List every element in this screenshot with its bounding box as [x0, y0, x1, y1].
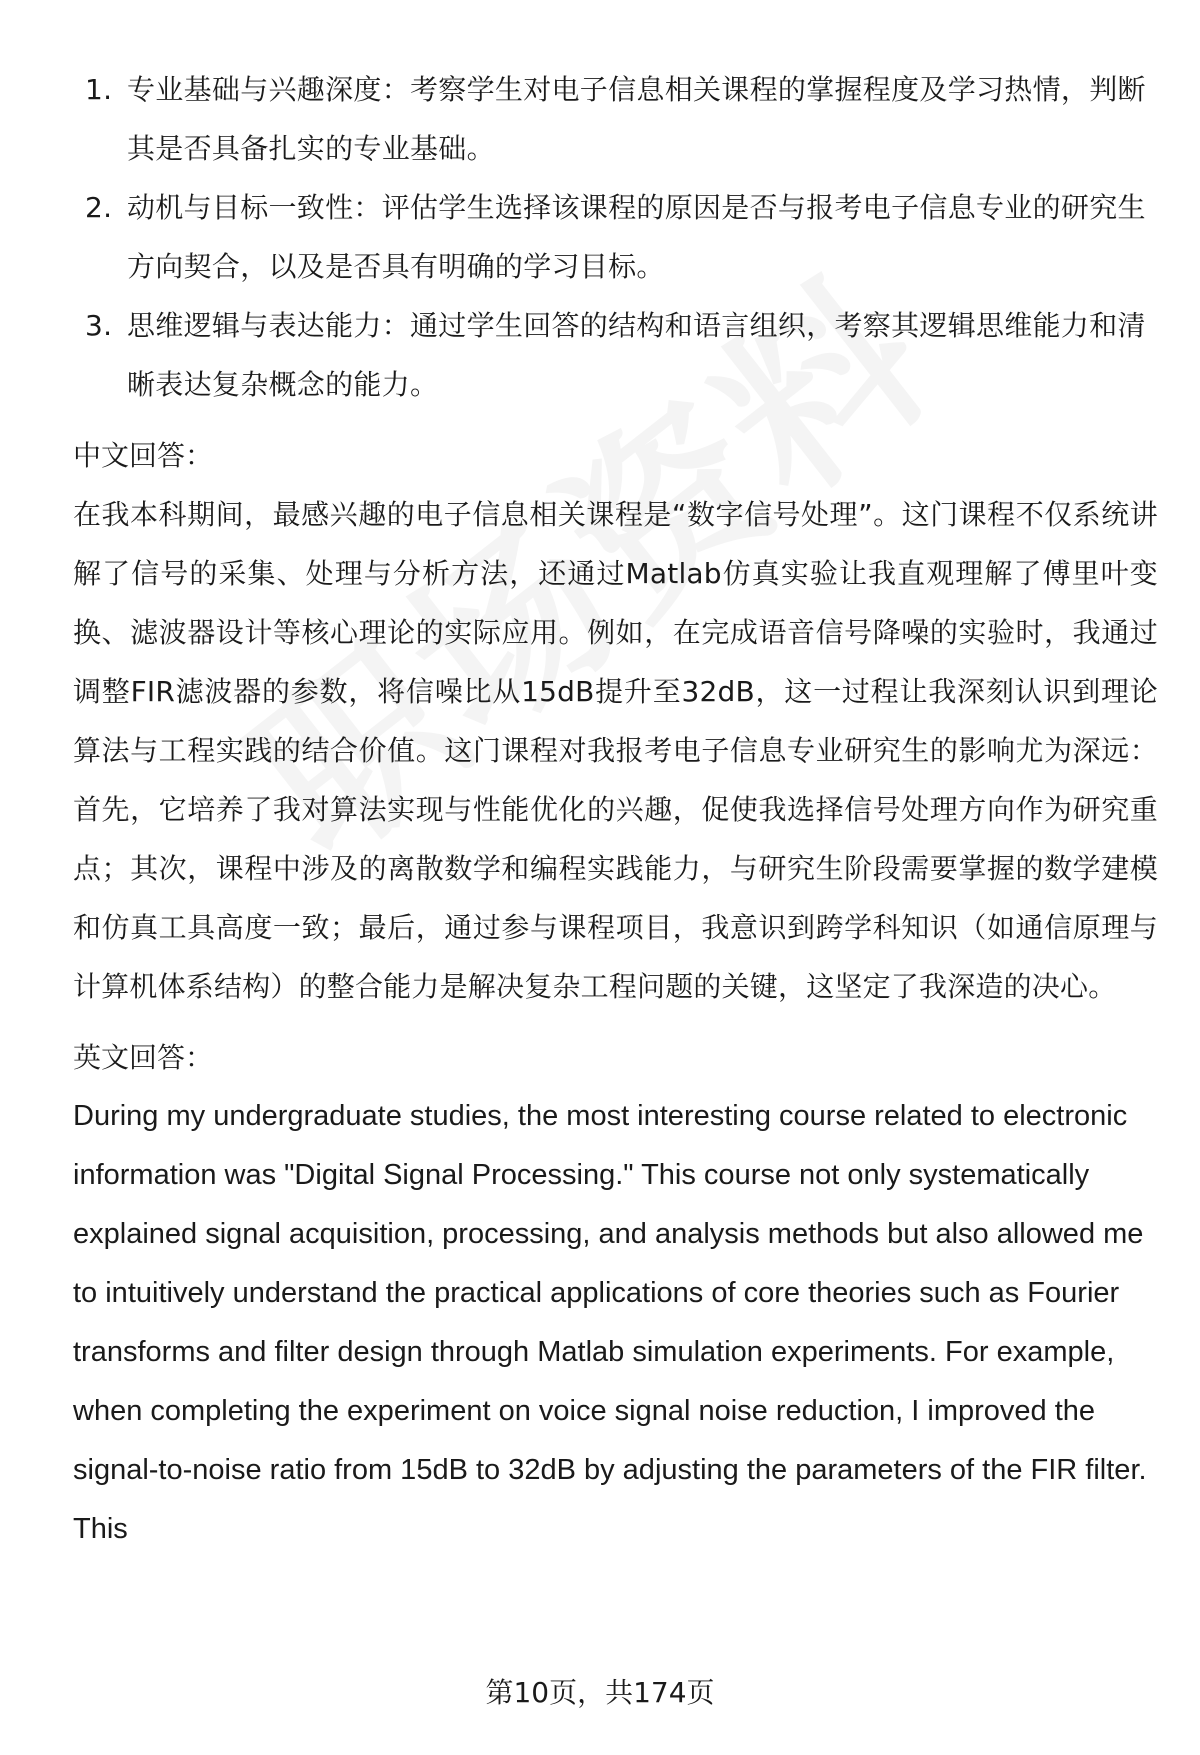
list-item [73, 178, 1158, 296]
list-item-text: 思维逻辑与表达能力：通过学生回答的结构和语言组织，考察其逻辑思维能力和清晰表达复杂概念的能力。 [127, 309, 1146, 401]
page-number: 第10页，共174页 [485, 1676, 715, 1709]
english-answer-label: 英文回答： [73, 1041, 214, 1074]
chinese-answer-label: 中文回答： [73, 439, 214, 472]
list-item [73, 296, 1158, 414]
english-answer-text: During my undergraduate studies, the most interesting course related to electronic information was "Digital Signal Processing." This course not only systematically explained signal acquisition, processing, and analysis methods but also allowed me to intuitively understand the practical applications of core theories such as Fourier transforms and filter design through Matlab simulation experiments. For example, when completing the experiment on voice signal noise reduction, I improved the signal-to-noise ratio from 15dB to 32dB by adjusting the parameters of the FIR filter. This [73, 1100, 1147, 1545]
list-item [73, 60, 1158, 178]
list-item-number: 3. [85, 309, 113, 342]
chinese-answer-text: 在我本科期间，最感兴趣的电子信息相关课程是“数字信号处理”。这门课程不仅系统讲解了信号的采集、处理与分析方法，还通过Matlab仿真实验让我直观理解了傅里叶变换、滤波器设计等核心理论的实际应用。例如，在完成语音信号降噪的实验时，我通过调整FIR滤波器的参数，将信噪比从15dB提升至32dB，这一过程让我深刻认识到理论算法与工程实践的结合价值。这门课程对我报考电子信息专业研究生的影响尤为深远：首先，它培养了我对算法实现与性能优化的兴趣，促使我选择信号处理方向作为研究重点；其次，课程中涉及的离散数学和编程实践能力，与研究生阶段需要掌握的数学建模和仿真工具高度一致；最后，通过参与课程项目，我意识到跨学科知识（如通信原理与计算机体系结构）的整合能力是解决复杂工程问题的关键，这坚定了我深造的决心。 [73, 498, 1158, 1003]
list-item-number: 1. [85, 73, 113, 106]
list-item-text: 动机与目标一致性：评估学生选择该课程的原因是否与报考电子信息专业的研究生方向契合，以及是否具有明确的学习目标。 [127, 191, 1146, 283]
criteria-list [73, 60, 1158, 414]
list-item-text: 专业基础与兴趣深度：考察学生对电子信息相关课程的掌握程度及学习热情，判断其是否具备扎实的专业基础。 [127, 73, 1146, 165]
document-page [73, 60, 1158, 1559]
list-item-number: 2. [85, 191, 113, 224]
